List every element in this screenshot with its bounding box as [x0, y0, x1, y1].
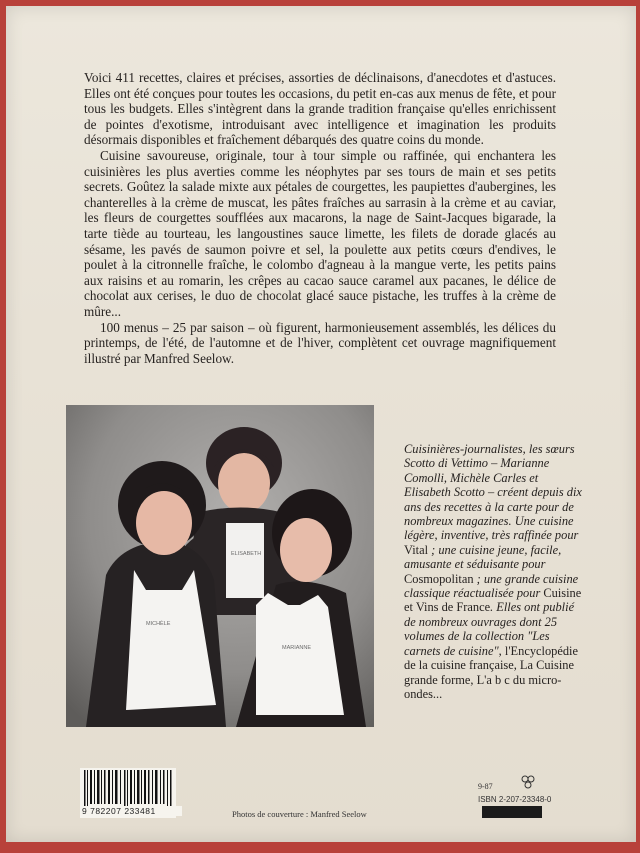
caption-carnets: "Les carnets de cuisine" [404, 629, 550, 658]
caption-text-5: , [498, 643, 505, 658]
caption-cuisine-vins: Cuisine et Vins de France [404, 586, 582, 615]
photo-credit: Photos de couverture : Manfred Seelow [232, 809, 367, 819]
price-sticker [482, 806, 542, 818]
description-paragraph-2: Cuisine savoureuse, originale, tour à tour simple ou raffinée, qui enchantera les cuisinières les plus averties comme les néophytes par ses tours de main et ses petits secrets. Goûtez la salade mixte aux pétales de courgettes, les paupiettes d'aubergines, les chanterelles à la crème de muscat, les pâtes fraîches au sarrasin à la crème et au caviar, les fleurs de courgettes soufflées aux macarons, la nage de Saint-Jacques bigarade, la tarte tiède au tourteau, les langoustines sauce limette, les filets de dorade glacés au sésame, les pavés de saumon poivre et sel, la poulette aux petits cœurs d'endives, le poulet à la citronnelle fraîche, le colombo d'agneau à la mangue verte, les petits pains aux raisins et au romarin, les crêpes au cacao sauce caramel aux pacanes, le délice de chocolat aux cerises, le duo de chocolat glacé sauce pistache, les truffes à la crème de mûre... [84, 147, 556, 319]
description-paragraph-3: 100 menus – 25 par saison – où figurent, harmonieusement assemblés, les délices du printemps, de l'été, de l'automne et de l'hiver, complètent cet ouvrage magnifiquement illustré par Manfred Seelow. [84, 319, 556, 366]
print-code: 9-87 [478, 782, 493, 791]
description-text [84, 70, 556, 366]
barcode-number: 9 782207 233481 [82, 806, 182, 816]
isbn-number: ISBN 2-207-23348-0 [478, 795, 552, 804]
caption-text-2: ; une cuisine jeune, facile, amusante et séduisante pour [404, 542, 562, 572]
apron-name-center: ELISABETH [231, 551, 262, 557]
apron-name-left: MICHÈLE [146, 621, 171, 627]
caption-vital: Vital [404, 542, 429, 557]
description-paragraph-1: Voici 411 recettes, claires et précises, assorties de déclinaisons, d'anecdotes et d'astuces. Elles ont été conçues pour toutes les occasions, du petit en-cas aux menus de fête, et pour tous les budgets. Elles s'intègrent dans la grande tradition française qu'elles enrichissent de pointes d'exotisme, introduisant avec intelligence et imagination les produits désormais disponibles et fraîchement débarqués des quatre coins du monde. [84, 70, 556, 148]
authors-photo [66, 405, 374, 727]
caption-text-3: ; une grande cuisine classique réactualisée pour [404, 571, 579, 601]
caption-text-1: Cuisinières-journalistes, les sœurs Scotto di Vettimo – Marianne Comolli, Michèle Carles et Elisabeth Scotto – créent depuis dix ans des recettes à la carte pour de nombreux magazines. Une cuisine légère, inventive, très raffinée pour [404, 442, 582, 543]
apron-name-right: MARIANNE [282, 645, 312, 651]
caption-text-4: . Elles ont publié de nombreux ouvrages dont 25 volumes de la collection [404, 600, 575, 644]
authors-caption [404, 442, 584, 701]
publisher-logo-icon [520, 775, 536, 789]
caption-cosmopolitan: Cosmopolitan [404, 571, 474, 586]
caption-encyclopedie: l'Encyclopédie de la cuisine française, La Cuisine grande forme, L'a b c du micro-ondes... [404, 643, 578, 701]
